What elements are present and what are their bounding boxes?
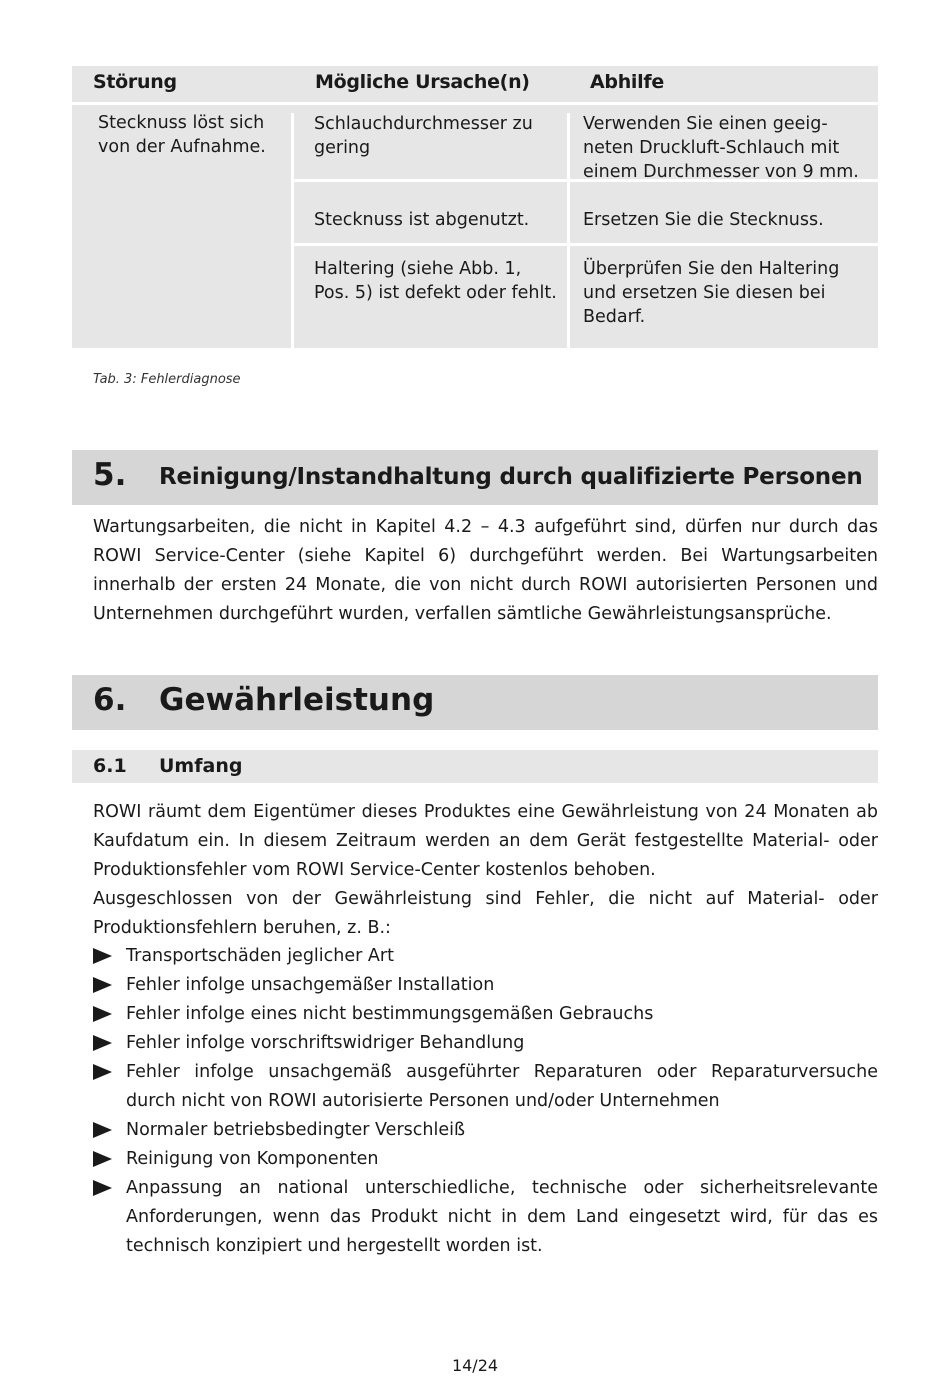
arrow-bullet-icon	[93, 1180, 112, 1196]
arrow-bullet-icon	[93, 977, 112, 993]
arrow-bullet-icon	[93, 1035, 112, 1051]
exclusions-list	[93, 942, 878, 1261]
table-caption: Tab. 3: Fehlerdiagnose	[93, 372, 241, 387]
list-item: Anpassung an national unterschiedliche, technische oder sicherheitsrelevante Anforderungen, wenn das Produkt nicht in dem Land eingesetzt wird, für das es technisch konzipiert und hergestellt worden ist.	[93, 1174, 878, 1261]
column-header-remedy: Abhilfe	[590, 71, 664, 93]
cause-cell: Stecknuss ist abgenutzt.	[314, 210, 530, 230]
remedy-cell: Überprüfen Sie den Haltering und ersetzen Sie diesen bei Bedarf.	[583, 259, 840, 327]
warranty-paragraph: ROWI räumt dem Eigentümer dieses Produktes eine Gewährleistung von 24 Monaten ab Kaufdatum ein. In diesem Zeitraum werden an dem Gerät festgestellte Material- oder Produktionsfehler vom ROWI Service-Center kostenlos behoben.	[93, 802, 878, 880]
list-item: Fehler infolge unsachgemäßer Installation	[93, 971, 878, 1000]
section-title: Gewährleistung	[159, 682, 435, 718]
section-number: 6.	[93, 682, 127, 718]
remedy-cell: Ersetzen Sie die Stecknuss.	[583, 210, 824, 230]
list-item: Normaler betriebsbedingter Verschleiß	[93, 1116, 878, 1145]
table-header	[72, 66, 878, 102]
column-header-cause: Mögliche Ursache(n)	[315, 71, 530, 93]
arrow-bullet-icon	[93, 1151, 112, 1167]
fault-cell: Stecknuss löst sich von der Aufnahme.	[98, 113, 266, 157]
arrow-bullet-icon	[93, 948, 112, 964]
exclusions-intro: Ausgeschlossen von der Gewährleistung sind Fehler, die nicht auf Material- oder Produktionsfehlern beruhen, z. B.:	[93, 889, 878, 938]
arrow-bullet-icon	[93, 1006, 112, 1022]
section-5-heading	[72, 450, 878, 505]
subsection-6-1-heading	[72, 750, 878, 783]
arrow-bullet-icon	[93, 1064, 112, 1080]
column-header-fault: Störung	[93, 71, 177, 93]
subsection-title: Umfang	[159, 755, 243, 777]
column-divider	[291, 113, 294, 348]
page-number: 14/24	[451, 1356, 499, 1375]
list-item: Fehler infolge eines nicht bestimmungsgemäßen Gebrauchs	[93, 1000, 878, 1029]
section-5-text: Wartungsarbeiten, die nicht in Kapitel 4.2 – 4.3 aufgeführt sind, dürfen nur durch das ROWI Service-Center (siehe Kapitel 6) durchgeführt werden. Bei Wartungsarbeiten innerhalb der ersten 24 Monate, die von nicht durch ROWI autorisierten Personen und Unternehmen durchgeführt wurden, verfallen sämtliche Gewährleistungsansprüche.	[93, 517, 878, 624]
list-item: Fehler infolge unsachgemäß ausgeführter Reparaturen oder Reparaturversuche durch nicht von ROWI autorisierte Personen und/oder Unternehmen	[93, 1058, 878, 1116]
list-item: Reinigung von Komponenten	[93, 1145, 878, 1174]
section-number: 5.	[93, 457, 127, 493]
list-item: Transportschäden jeglicher Art	[93, 942, 878, 971]
section-6-heading	[72, 675, 878, 730]
fault-table-body	[72, 105, 878, 348]
row-divider	[294, 243, 878, 246]
arrow-bullet-icon	[93, 1122, 112, 1138]
list-item: Fehler infolge vorschriftswidriger Behandlung	[93, 1029, 878, 1058]
column-divider	[567, 113, 570, 348]
remedy-cell: Verwenden Sie einen geeig- neten Druckluft-Schlauch mit einem Durchmesser von 9 mm.	[583, 114, 859, 182]
cause-cell: Schlauchdurchmesser zu gering	[314, 114, 533, 158]
cause-cell: Haltering (siehe Abb. 1, Pos. 5) ist defekt oder fehlt.	[314, 259, 557, 303]
section-title: Reinigung/Instandhaltung durch qualifizierte Personen	[159, 464, 863, 490]
subsection-number: 6.1	[93, 755, 127, 777]
